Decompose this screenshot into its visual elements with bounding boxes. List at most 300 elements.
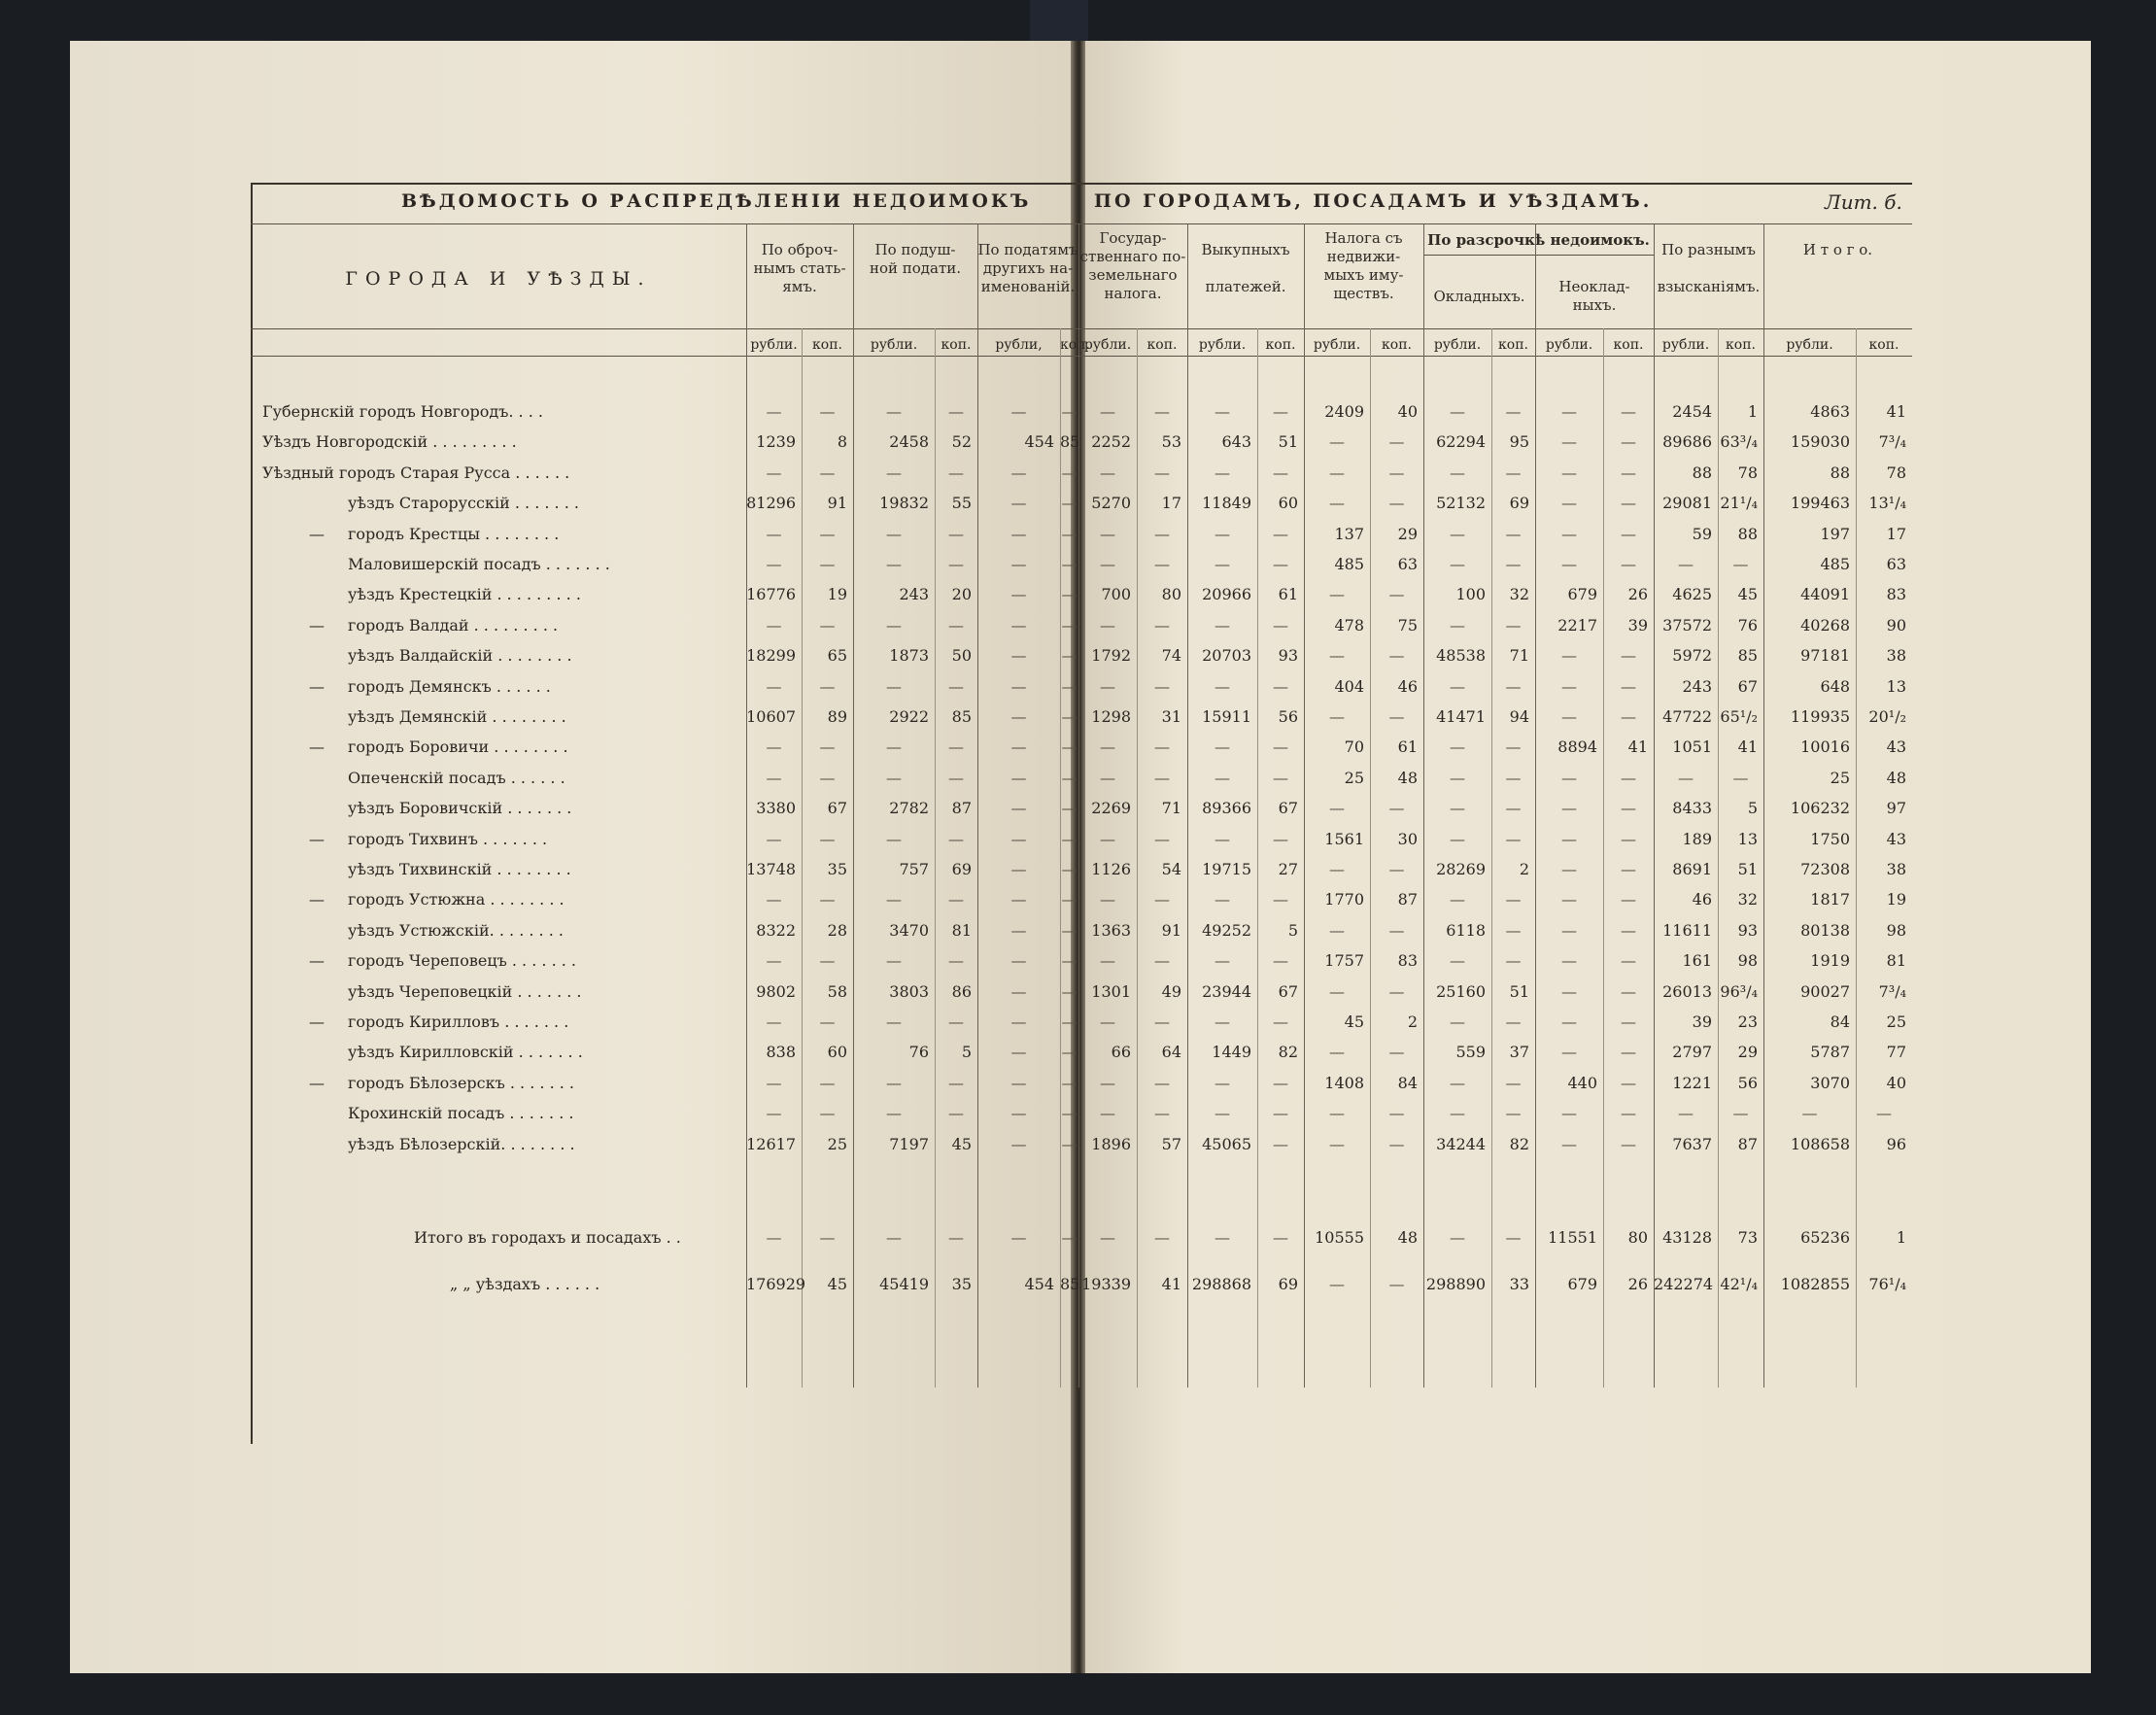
cell: — bbox=[1505, 768, 1522, 787]
cell: — bbox=[819, 555, 836, 573]
cell: — bbox=[819, 463, 836, 482]
cell: — bbox=[1273, 1134, 1288, 1153]
header-itogo: И т о г о. bbox=[1802, 241, 1873, 258]
cell: 43 bbox=[1886, 829, 1906, 848]
cell: — bbox=[1273, 1104, 1288, 1123]
cell: 1750 bbox=[1810, 829, 1850, 848]
cell: — bbox=[1505, 524, 1522, 543]
cell: — bbox=[1621, 646, 1636, 666]
cell: 838 bbox=[766, 1043, 796, 1062]
cell: 48 bbox=[1886, 768, 1906, 787]
cell: — bbox=[1561, 646, 1577, 666]
cell: — bbox=[1450, 799, 1465, 818]
cell: 700 bbox=[1101, 585, 1131, 604]
cell: — bbox=[948, 402, 964, 421]
header-podush: По подуш- ной подати. bbox=[869, 241, 962, 277]
row-name: уѣздъ Валдайскій . . . . . . . . bbox=[348, 646, 572, 666]
cell: 52132 bbox=[1436, 494, 1486, 513]
cell: — bbox=[1273, 1228, 1288, 1247]
cell: — bbox=[1450, 951, 1465, 971]
table-row bbox=[251, 1070, 1912, 1099]
cell: 243 bbox=[899, 585, 929, 604]
cell: — bbox=[1505, 799, 1522, 818]
table-title bbox=[251, 190, 1912, 220]
cell: — bbox=[1061, 951, 1078, 971]
cell: — bbox=[1215, 1104, 1230, 1123]
cell: — bbox=[1561, 494, 1577, 513]
cell: 45 bbox=[951, 1134, 972, 1153]
cell: — bbox=[1154, 829, 1170, 848]
cell: 67 bbox=[1278, 981, 1298, 1001]
cell: 58 bbox=[827, 981, 847, 1001]
cell: 87 bbox=[1737, 1134, 1758, 1153]
cell: — bbox=[1388, 1134, 1405, 1153]
cell: — bbox=[1732, 768, 1749, 787]
cell: 15911 bbox=[1202, 707, 1251, 726]
cell: 48 bbox=[1397, 1228, 1418, 1247]
header-nedvizh: Налога съ недвижи- мыхъ иму- ществъ. bbox=[1323, 229, 1404, 302]
cell: — bbox=[886, 463, 902, 482]
cell: — bbox=[1061, 920, 1078, 940]
cell: 176929 bbox=[746, 1275, 806, 1293]
cell: — bbox=[886, 524, 902, 543]
cell: 7197 bbox=[889, 1134, 929, 1153]
cell: 78 bbox=[1886, 463, 1906, 482]
cell: — bbox=[1215, 737, 1230, 757]
cell: — bbox=[1010, 799, 1027, 818]
cell: 76 bbox=[1737, 615, 1758, 635]
cell: — bbox=[766, 951, 782, 971]
cell: — bbox=[948, 1104, 964, 1123]
cell: 69 bbox=[1509, 494, 1529, 513]
unit-rub: рубли. bbox=[1545, 337, 1593, 353]
cell: — bbox=[1010, 737, 1027, 757]
cell: — bbox=[819, 1073, 836, 1092]
unit-rub: рубли. bbox=[1313, 337, 1361, 353]
cell: 11611 bbox=[1662, 920, 1712, 940]
unit-kop: коп. bbox=[1726, 337, 1756, 353]
cell: — bbox=[1621, 676, 1636, 696]
unit-kop: коп. bbox=[812, 337, 842, 353]
cell: — bbox=[1010, 615, 1027, 635]
cell: 199463 bbox=[1790, 494, 1850, 513]
cell: 72308 bbox=[1800, 860, 1850, 878]
cell: — bbox=[1621, 920, 1636, 940]
cell: 65236 bbox=[1800, 1228, 1850, 1247]
cell: 2269 bbox=[1091, 799, 1131, 818]
cell: — bbox=[1621, 1012, 1636, 1031]
cell: — bbox=[886, 890, 902, 909]
cell: — bbox=[1215, 615, 1230, 635]
cell: 67 bbox=[1737, 676, 1758, 696]
cell: — bbox=[1154, 555, 1170, 573]
cell: — bbox=[1154, 463, 1170, 482]
cell: — bbox=[1215, 676, 1230, 696]
cell: — bbox=[1505, 463, 1522, 482]
lit-label: Лит. б. bbox=[1825, 190, 1902, 214]
cell: 89366 bbox=[1202, 799, 1251, 818]
cell: 95 bbox=[1509, 432, 1529, 452]
cell: — bbox=[1010, 829, 1027, 848]
cell: — bbox=[886, 768, 902, 787]
cell: — bbox=[1505, 1073, 1522, 1092]
cell: 197 bbox=[1820, 524, 1850, 543]
cell: 41 bbox=[1737, 737, 1758, 757]
cell: — bbox=[948, 524, 964, 543]
cell: — bbox=[886, 1104, 902, 1123]
cell: 88 bbox=[1737, 524, 1758, 543]
spine-top bbox=[1030, 0, 1088, 41]
total-row bbox=[251, 1224, 1912, 1253]
cell: 80138 bbox=[1800, 920, 1850, 940]
cell: 1126 bbox=[1091, 860, 1131, 878]
cell: 83 bbox=[1397, 951, 1418, 971]
cell: 2454 bbox=[1672, 402, 1712, 421]
cell: 5 bbox=[961, 1043, 972, 1062]
cell: 96³/₄ bbox=[1720, 981, 1758, 1001]
cell: — bbox=[1388, 707, 1405, 726]
cell: — bbox=[1450, 555, 1465, 573]
cell: 11551 bbox=[1548, 1228, 1597, 1247]
cell: — bbox=[1061, 615, 1078, 635]
table-row bbox=[251, 460, 1912, 489]
cell: — bbox=[1010, 676, 1027, 696]
cell: 56 bbox=[1737, 1073, 1758, 1092]
cell: 2797 bbox=[1672, 1043, 1712, 1062]
cell: 65 bbox=[827, 646, 847, 666]
cell: — bbox=[886, 829, 902, 848]
header-neoklad: Неоклад- ныхъ. bbox=[1558, 278, 1630, 314]
unit-kop: коп. bbox=[1146, 337, 1178, 353]
cell: — bbox=[1450, 676, 1465, 696]
unit-kop: коп. bbox=[1382, 337, 1412, 353]
cell: — bbox=[766, 555, 782, 573]
cell: — bbox=[1621, 951, 1636, 971]
cell: 30 bbox=[1397, 829, 1418, 848]
cell: 20 bbox=[951, 585, 972, 604]
cell: — bbox=[1154, 1073, 1170, 1092]
cell: — bbox=[1621, 860, 1636, 878]
cell: 28 bbox=[827, 920, 847, 940]
cell: — bbox=[1329, 707, 1345, 726]
cell: — bbox=[1561, 707, 1577, 726]
cell: — bbox=[1273, 829, 1288, 848]
cell: — bbox=[1215, 1012, 1230, 1031]
cell: — bbox=[1621, 1043, 1636, 1062]
cell: — bbox=[1561, 432, 1577, 452]
cell: — bbox=[1561, 524, 1577, 543]
cell: — bbox=[1388, 494, 1405, 513]
cell: — bbox=[1329, 585, 1345, 604]
cell: 77 bbox=[1886, 1043, 1906, 1062]
cell: 757 bbox=[899, 860, 929, 878]
cell: 63 bbox=[1886, 555, 1906, 573]
cell: 51 bbox=[1509, 981, 1529, 1001]
cell: 10016 bbox=[1800, 737, 1850, 757]
cell: 4625 bbox=[1672, 585, 1712, 604]
cell: 29 bbox=[1397, 524, 1418, 543]
cell: — bbox=[1561, 1043, 1577, 1062]
cell: — bbox=[1215, 1073, 1230, 1092]
cell: — bbox=[766, 1228, 782, 1247]
cell: 1301 bbox=[1091, 981, 1131, 1001]
table-row bbox=[251, 490, 1912, 519]
cell: — bbox=[1010, 951, 1027, 971]
header-raznym: По разнымъ взысканіямъ. bbox=[1657, 241, 1761, 295]
cell: — bbox=[1450, 768, 1465, 787]
unit-rub: рубли. bbox=[1786, 337, 1833, 353]
cell: — bbox=[1561, 860, 1577, 878]
cell: — bbox=[819, 951, 836, 971]
header-other: По податямъ другихъ на- именованій. bbox=[977, 241, 1078, 295]
cell: — bbox=[1215, 890, 1230, 909]
cell: 23944 bbox=[1202, 981, 1251, 1001]
cell: 41 bbox=[1161, 1275, 1181, 1293]
row-name: Итого въ городахъ и посадахъ . . bbox=[414, 1228, 681, 1247]
cell: — bbox=[766, 890, 782, 909]
cell: — bbox=[1561, 981, 1577, 1001]
cell: — bbox=[1505, 890, 1522, 909]
cell: — bbox=[766, 1012, 782, 1031]
cell: — bbox=[1100, 1104, 1115, 1123]
cell: — bbox=[766, 829, 782, 848]
cell: — bbox=[1505, 1012, 1522, 1031]
row-dash: — bbox=[309, 829, 325, 848]
cell: — bbox=[1388, 1104, 1405, 1123]
cell: 1408 bbox=[1324, 1073, 1364, 1092]
cell: 25 bbox=[827, 1134, 847, 1153]
table-row bbox=[251, 1039, 1912, 1068]
cell: 32 bbox=[1737, 890, 1758, 909]
cell: 67 bbox=[827, 799, 847, 818]
cell: 26 bbox=[1627, 1275, 1648, 1293]
cell: — bbox=[1621, 1073, 1636, 1092]
row-name: Губернскій городъ Новгородъ. . . . bbox=[262, 402, 543, 421]
cell: — bbox=[1505, 555, 1522, 573]
cell: 82 bbox=[1509, 1134, 1529, 1153]
row-name: городъ Устюжна . . . . . . . . bbox=[348, 890, 565, 909]
cell: 93 bbox=[1278, 646, 1298, 666]
cell: — bbox=[948, 615, 964, 635]
cell: 63³/₄ bbox=[1720, 432, 1758, 452]
cell: — bbox=[1621, 1134, 1636, 1153]
cell: 1 bbox=[1747, 402, 1758, 421]
row-name: городъ Крестцы . . . . . . . . bbox=[348, 524, 560, 543]
cell: — bbox=[1678, 555, 1694, 573]
cell: — bbox=[1215, 951, 1230, 971]
cell: — bbox=[1273, 890, 1288, 909]
cell: — bbox=[948, 768, 964, 787]
cell: — bbox=[1100, 555, 1115, 573]
cell: — bbox=[1273, 768, 1288, 787]
cell: — bbox=[1450, 615, 1465, 635]
cell: — bbox=[1561, 951, 1577, 971]
row-name: городъ Валдай . . . . . . . . . bbox=[348, 615, 559, 635]
cell: 454 bbox=[1024, 432, 1054, 452]
cell: 76¹/₄ bbox=[1868, 1275, 1906, 1293]
cell: 85 bbox=[1060, 432, 1080, 452]
cell: 94 bbox=[1509, 707, 1529, 726]
cell: — bbox=[1061, 981, 1078, 1001]
cell: 2409 bbox=[1324, 402, 1364, 421]
cell: — bbox=[1273, 676, 1288, 696]
cell: — bbox=[1561, 555, 1577, 573]
cell: — bbox=[766, 676, 782, 696]
cell: 55 bbox=[951, 494, 972, 513]
cell: — bbox=[1329, 1134, 1345, 1153]
table-row bbox=[251, 947, 1912, 977]
row-dash: — bbox=[309, 524, 325, 543]
cell: — bbox=[1505, 676, 1522, 696]
cell: 17 bbox=[1161, 494, 1181, 513]
cell: — bbox=[886, 951, 902, 971]
cell: — bbox=[1505, 737, 1522, 757]
cell: — bbox=[1010, 1134, 1027, 1153]
cell: — bbox=[1561, 1134, 1577, 1153]
cell: 29 bbox=[1737, 1043, 1758, 1062]
row-name: Уѣздъ Новгородскій . . . . . . . . . bbox=[262, 432, 517, 452]
cell: 2922 bbox=[889, 707, 929, 726]
table-row bbox=[251, 551, 1912, 580]
cell: — bbox=[766, 463, 782, 482]
cell: — bbox=[1061, 646, 1078, 666]
cell: — bbox=[1215, 768, 1230, 787]
row-name: Крохинскій посадъ . . . . . . . bbox=[348, 1104, 574, 1123]
cell: 48 bbox=[1397, 768, 1418, 787]
cell: 25 bbox=[1886, 1012, 1906, 1031]
cell: 2782 bbox=[889, 799, 929, 818]
cell: — bbox=[1061, 707, 1078, 726]
cell: 1817 bbox=[1810, 890, 1850, 909]
cell: — bbox=[948, 1228, 964, 1247]
unit-rub: рубли. bbox=[1198, 337, 1247, 353]
cell: — bbox=[886, 737, 902, 757]
cell: — bbox=[1273, 555, 1288, 573]
cell: 35 bbox=[951, 1275, 972, 1293]
row-name: городъ Череповецъ . . . . . . . bbox=[348, 951, 576, 971]
cell: 75 bbox=[1397, 615, 1418, 635]
table-row bbox=[251, 1100, 1912, 1129]
unit-rub: рубли. bbox=[1083, 337, 1132, 353]
cell: 42¹/₄ bbox=[1720, 1275, 1758, 1293]
cell: — bbox=[1010, 1073, 1027, 1092]
cell: — bbox=[1450, 890, 1465, 909]
cell: 1873 bbox=[889, 646, 929, 666]
cell: — bbox=[1621, 524, 1636, 543]
cell: — bbox=[1010, 1043, 1027, 1062]
cell: 61 bbox=[1397, 737, 1418, 757]
cell: — bbox=[1100, 768, 1115, 787]
cell: — bbox=[1010, 768, 1027, 787]
cell: 119935 bbox=[1790, 707, 1850, 726]
cell: 46 bbox=[1692, 890, 1712, 909]
cell: — bbox=[1329, 920, 1345, 940]
cell: — bbox=[1329, 1043, 1345, 1062]
cell: 43 bbox=[1886, 737, 1906, 757]
cell: 69 bbox=[951, 860, 972, 878]
cell: — bbox=[1621, 981, 1636, 1001]
cell: — bbox=[1100, 1228, 1115, 1247]
row-dash: — bbox=[309, 951, 325, 971]
cell: — bbox=[1215, 555, 1230, 573]
cell: — bbox=[1273, 1012, 1288, 1031]
cell: 1082855 bbox=[1780, 1275, 1850, 1293]
cell: 100 bbox=[1455, 585, 1486, 604]
cell: 93 bbox=[1737, 920, 1758, 940]
cell: — bbox=[1505, 615, 1522, 635]
cell: — bbox=[1061, 1104, 1078, 1123]
cell: — bbox=[948, 829, 964, 848]
cell: — bbox=[1061, 1043, 1078, 1062]
cell: 478 bbox=[1334, 615, 1364, 635]
cell: 62294 bbox=[1436, 432, 1486, 452]
cell: 9802 bbox=[756, 981, 796, 1001]
cell: — bbox=[1154, 1104, 1170, 1123]
cell: 71 bbox=[1161, 799, 1181, 818]
cell: 45 bbox=[827, 1275, 847, 1293]
cell: — bbox=[1505, 1104, 1522, 1123]
cell: 80 bbox=[1627, 1228, 1648, 1247]
cell: — bbox=[819, 1104, 836, 1123]
unit-kop: коп. bbox=[1613, 337, 1644, 353]
row-name: уѣздъ Череповецкій . . . . . . . bbox=[348, 981, 582, 1001]
cell: — bbox=[1388, 920, 1405, 940]
cell: — bbox=[1100, 951, 1115, 971]
cell: — bbox=[948, 737, 964, 757]
cell: 37 bbox=[1509, 1043, 1529, 1062]
cell: — bbox=[1061, 402, 1078, 421]
cell: — bbox=[1010, 860, 1027, 878]
cell: 57 bbox=[1161, 1134, 1181, 1153]
cell: 679 bbox=[1567, 1275, 1597, 1293]
cell: 60 bbox=[1278, 494, 1298, 513]
cell: 5270 bbox=[1091, 494, 1131, 513]
cell: — bbox=[1561, 768, 1577, 787]
cell: — bbox=[1100, 402, 1115, 421]
cell: — bbox=[1010, 463, 1027, 482]
cell: 5 bbox=[1747, 799, 1758, 818]
cell: — bbox=[1561, 676, 1577, 696]
cell: — bbox=[819, 402, 836, 421]
cell: 53 bbox=[1161, 432, 1181, 452]
row-name: уѣздъ Демянскій . . . . . . . . bbox=[348, 707, 566, 726]
cell: — bbox=[1215, 463, 1230, 482]
cell: 12617 bbox=[746, 1134, 796, 1153]
cell: 13 bbox=[1886, 676, 1906, 696]
cell: 1363 bbox=[1091, 920, 1131, 940]
cell: — bbox=[1561, 799, 1577, 818]
cell: 20¹/₂ bbox=[1868, 707, 1906, 726]
cell: — bbox=[948, 951, 964, 971]
cell: — bbox=[1621, 768, 1636, 787]
row-name: городъ Бѣлозерскъ . . . . . . . bbox=[348, 1073, 574, 1092]
cell: — bbox=[1388, 1275, 1405, 1293]
cell: 20703 bbox=[1202, 646, 1251, 666]
cell: 71 bbox=[1509, 646, 1529, 666]
total-row bbox=[251, 1271, 1912, 1300]
cell: 66 bbox=[1111, 1043, 1131, 1062]
cell: — bbox=[1010, 920, 1027, 940]
cell: — bbox=[1010, 646, 1027, 666]
table-row bbox=[251, 398, 1912, 428]
row-name: городъ Демянскъ . . . . . . bbox=[348, 676, 551, 696]
cell: — bbox=[1801, 1104, 1818, 1123]
unit-kop: коп. bbox=[1868, 337, 1899, 353]
cell: — bbox=[766, 737, 782, 757]
cell: — bbox=[1329, 432, 1345, 452]
cell: — bbox=[766, 768, 782, 787]
cell: 25160 bbox=[1436, 981, 1486, 1001]
